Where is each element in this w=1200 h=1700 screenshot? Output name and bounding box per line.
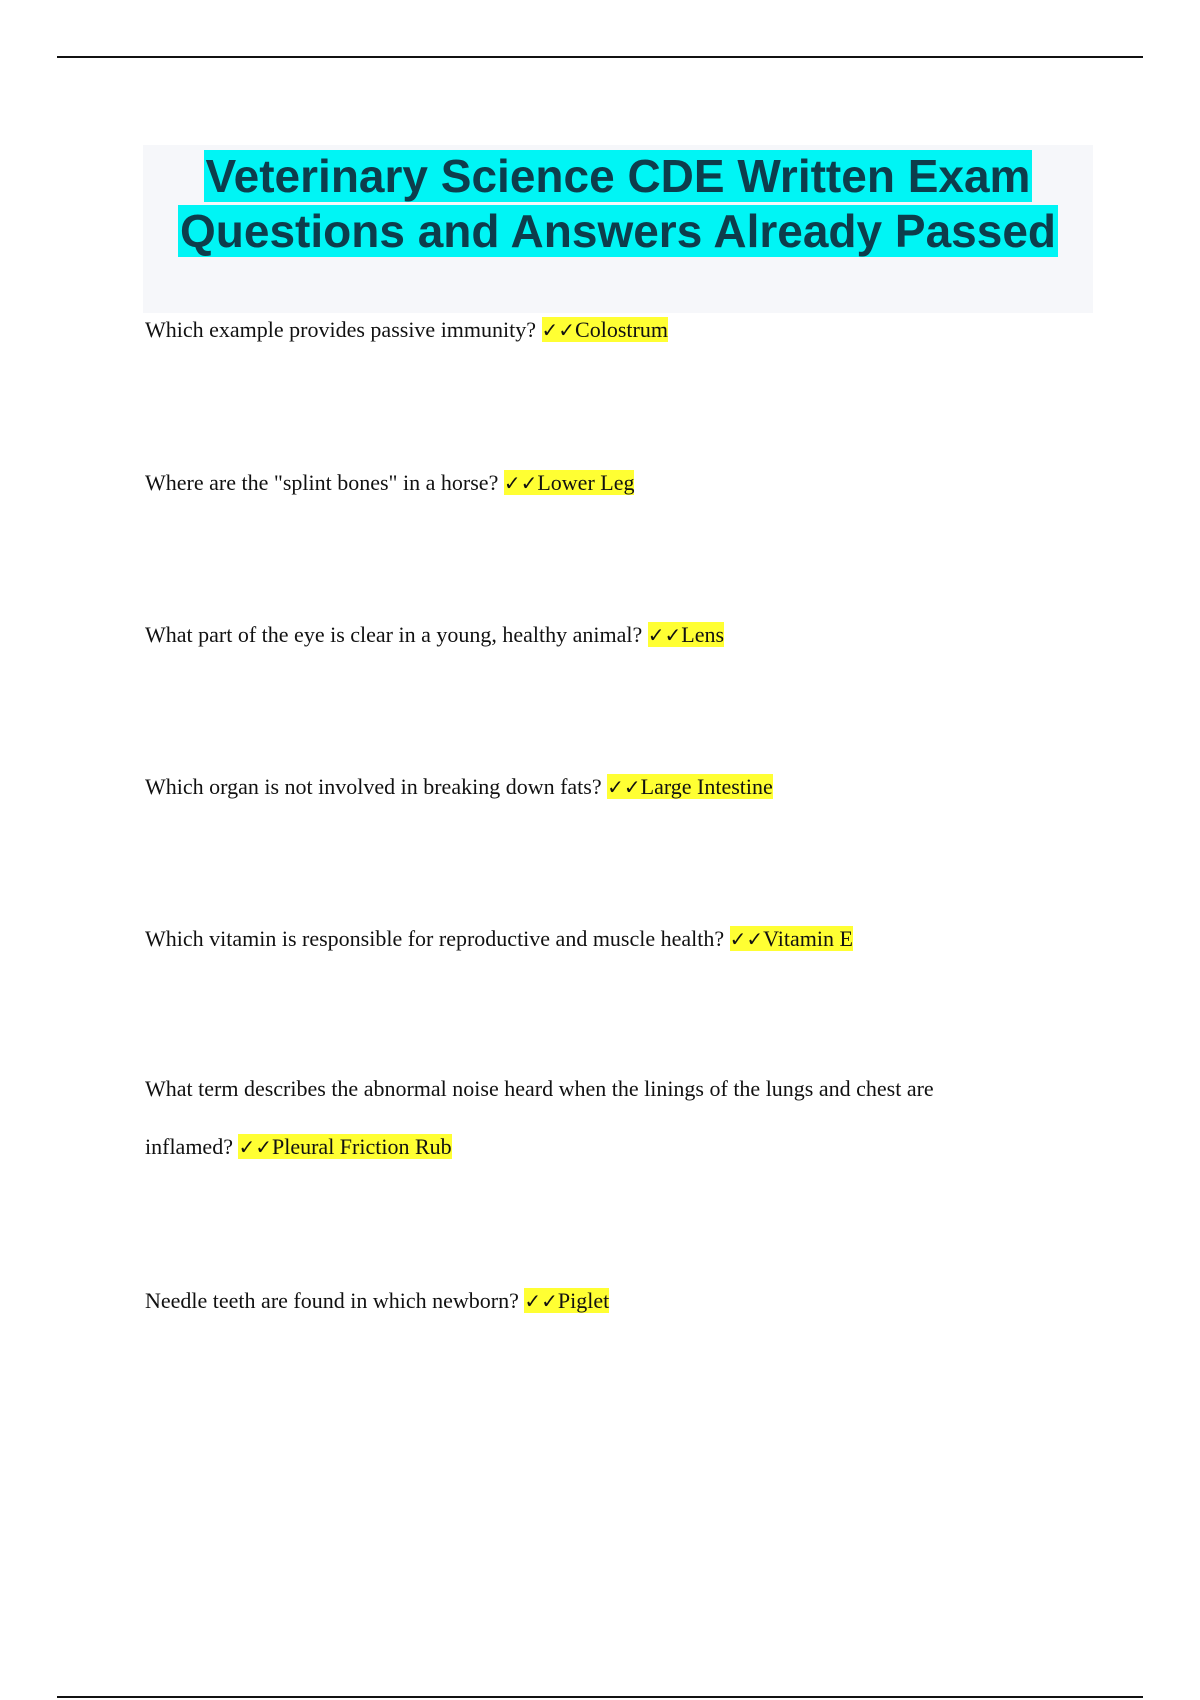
qa-item: [145, 606, 1045, 664]
question-text: Needle teeth are found in which newborn?: [145, 1288, 525, 1313]
answer-highlight: [238, 1134, 451, 1159]
check-mark-icon: ✓✓: [541, 318, 576, 342]
title-line-1: Veterinary Science CDE Written Exam: [205, 150, 1031, 202]
document-title: [143, 145, 1093, 259]
check-mark-icon: ✓✓: [503, 471, 538, 495]
answer-text: Lower Leg: [537, 470, 635, 495]
title-block: [143, 145, 1093, 313]
qa-item: [145, 454, 1045, 512]
answer-highlight: [648, 622, 724, 647]
qa-item: [145, 1060, 1025, 1176]
top-rule: [57, 56, 1143, 58]
check-mark-icon: ✓✓: [647, 623, 682, 647]
question-text: Which example provides passive immunity?: [145, 317, 542, 342]
answer-text: Large Intestine: [640, 774, 773, 799]
check-mark-icon: ✓✓: [607, 775, 641, 799]
answer-highlight: [542, 317, 668, 342]
question-text: Which organ is not involved in breaking down fats?: [145, 774, 608, 799]
title-line-2: Questions and Answers Already Passed: [179, 205, 1057, 257]
answer-highlight: [504, 470, 635, 495]
answer-text: Piglet: [557, 1288, 610, 1313]
answer-text: Vitamin E: [763, 926, 853, 951]
answer-text: Pleural Friction Rub: [271, 1134, 452, 1159]
qa-item: [145, 758, 1045, 816]
answer-text: Colostrum: [575, 317, 668, 342]
answer-highlight: [524, 1288, 609, 1313]
question-text: What part of the eye is clear in a young, healthy animal?: [145, 622, 648, 647]
question-text: Which vitamin is responsible for reproductive and muscle health?: [145, 926, 730, 951]
qa-item: [145, 301, 1045, 359]
check-mark-icon: ✓✓: [524, 1289, 558, 1313]
check-mark-icon: ✓✓: [238, 1135, 272, 1159]
bottom-rule: [57, 1696, 1143, 1698]
answer-text: Lens: [681, 622, 725, 647]
qa-item: [145, 910, 1045, 968]
question-text: Where are the "splint bones" in a horse?: [145, 470, 504, 495]
answer-highlight: [730, 926, 853, 951]
question-text: What term describes the abnormal noise heard when the linings of the lungs and chest are inflamed?: [145, 1076, 934, 1159]
answer-highlight: [607, 774, 773, 799]
qa-item: [145, 1272, 1045, 1330]
check-mark-icon: ✓✓: [729, 927, 764, 951]
